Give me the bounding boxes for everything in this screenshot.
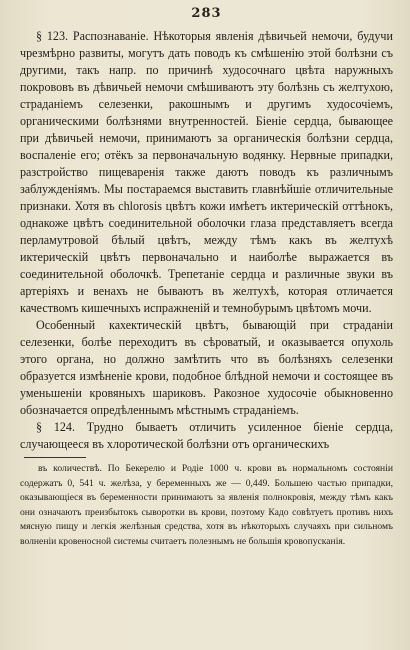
paragraph-cachexia: Особенный кахектическiй цвѣтъ, бывающiй при страданiи селезенки, болѣе переходитъ въ сѣроватый, и оказывается опухоль этого органа, но должно замѣтить что въ болѣзняхъ селезенки образуется измѣненiе крови, подобное блѣдной немочи и состоящее въ уменьшенiи кровяныхъ шариковъ. Ракозное худосочiе обыкновенно обозначается опредѣленнымъ мѣстнымъ страданiемъ.: [20, 318, 393, 417]
footnote-separator: [24, 457, 86, 458]
paragraph-123: § 123. Распознаванiе. Нѣкоторыя явленiя дѣвичьей немочи, будучи чрезмѣрно развиты, могутъ дать поводъ къ смѣшенiю этой болѣзни съ другими, такъ напр. по причинѣ худосочнаго цвѣта наружныхъ покрововъ въ дѣвичьей немочи смѣшиваютъ эту болѣзнь съ желтухою, страданiемъ селезенки, ракошнымъ и другимъ худосочiемъ, органическими болѣзнями внутренностей. Бiенiе сердца, бывающее при дѣвичьей немочи, принимаютъ за органическiя болѣзни сердца, воспаленiе его; отёкъ за первоначальную водянку. Нервные припадки, разстройство пищеваренiя также даютъ поводъ къ различнымъ заблужденiямъ. Мы постараемся выставить главнѣйшiе отличительные признаки. Хотя въ chlorosis цвѣтъ кожи имѣетъ иктерическiй оттѣнокъ, однакоже цвѣтъ соединительной оболочки глаза представляетъ всегда перламутровой бѣлый цвѣтъ, между тѣмъ какъ въ желтухѣ иктерическiй цвѣтъ первоначально и наиболѣе выражается въ соединительной оболочкѣ. Трепетанiе сердца и различные звуки въ артерiяхъ и венахъ не бываютъ въ желтухѣ, которая отличается качествомъ кишечныхъ испражненiй и темнобурымъ цвѣтомъ мочи.: [20, 29, 393, 315]
footnote-text: въ количествѣ. По Бекерелю и Родiе 1000 ч. крови въ нормальномъ состоянiи содержатъ 0, 541 ч. желѣза, у беременныхъ же — 0,449. Большею частью припадки, оказывающiеся въ беременности принимаютъ за явленiя полнокровiя, между тѣмъ какъ они означаютъ преизбытокъ сыворотки въ крови, поэтому Кадо совѣтуетъ противъ нихъ мясную пищу и легкiя желѣзныя средства, хотя въ нѣкоторыхъ случаяхъ при сильномъ волненiи кровеносной системы считаетъ полезнымъ не большiя кровопусканiя.: [20, 463, 393, 547]
footnote: [20, 462, 393, 549]
page-number: 283: [191, 6, 222, 21]
paragraph-124: § 124. Трудно бываетъ отличить усиленное бiенiе сердца, случающееся въ хлоротической болѣзни отъ органическихъ: [20, 420, 393, 451]
main-text: [20, 28, 393, 453]
